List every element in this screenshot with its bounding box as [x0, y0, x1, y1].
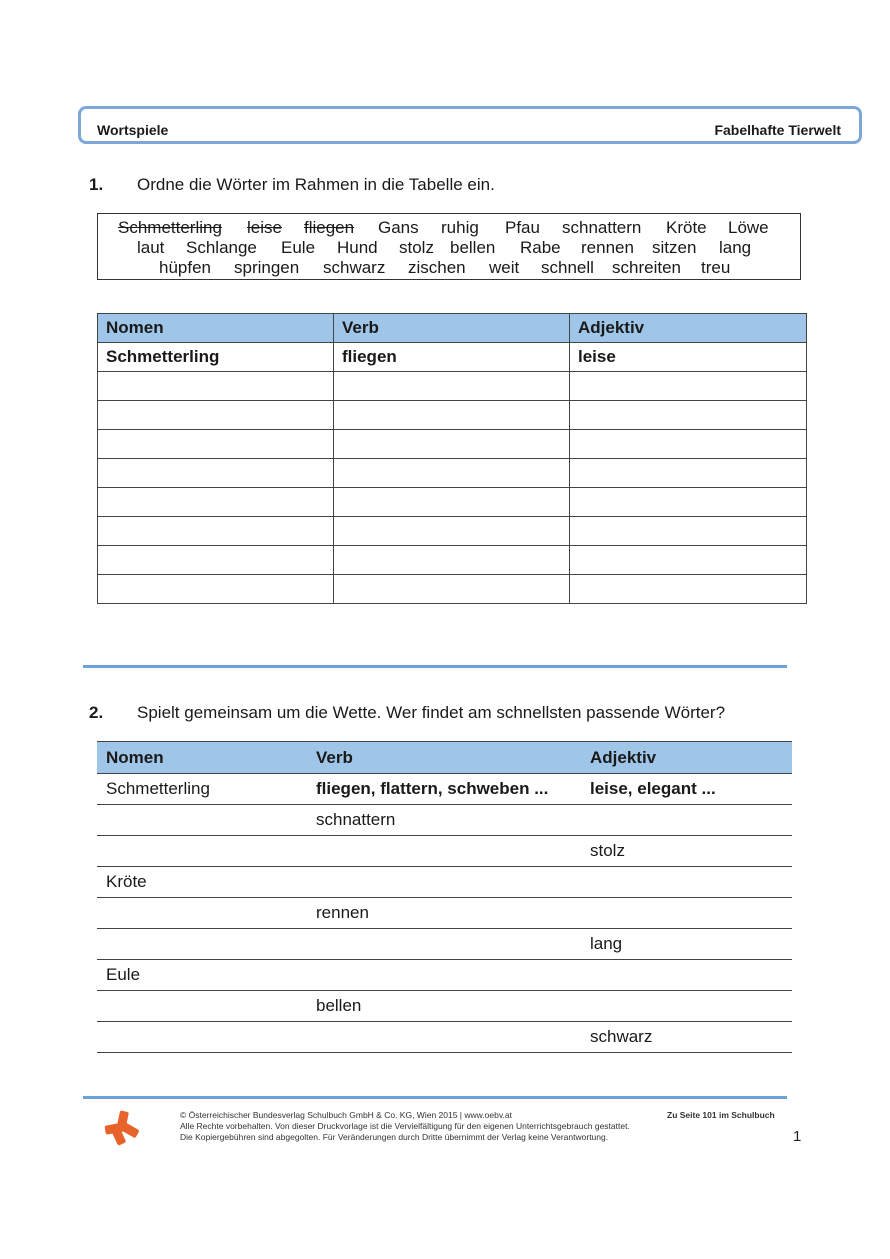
table-cell[interactable]	[581, 898, 792, 929]
table-row	[98, 401, 807, 430]
table-row	[98, 459, 807, 488]
word-row-2	[98, 238, 800, 258]
table-row	[97, 774, 792, 805]
answer-cell[interactable]	[334, 488, 570, 517]
word: laut	[137, 238, 165, 257]
answer-cell[interactable]	[570, 575, 807, 604]
answer-cell[interactable]	[570, 430, 807, 459]
answer-cell[interactable]	[570, 546, 807, 575]
copyright-notice	[180, 1110, 630, 1143]
table-cell: Eule	[97, 960, 307, 991]
section-divider	[83, 665, 787, 668]
column-header-verb: Verb	[307, 742, 581, 774]
word: Gans	[378, 218, 419, 237]
table-cell: fliegen	[334, 343, 570, 372]
table-cell: rennen	[307, 898, 581, 929]
task1-number: 1.	[89, 175, 104, 194]
table-cell: stolz	[581, 836, 792, 867]
word: leise	[247, 218, 282, 237]
word-row-1	[98, 218, 800, 238]
word: zischen	[408, 258, 466, 277]
column-header-nomen: Nomen	[97, 742, 307, 774]
table-cell[interactable]	[581, 867, 792, 898]
table-cell[interactable]	[307, 836, 581, 867]
table-cell[interactable]	[97, 898, 307, 929]
table-header-row	[97, 742, 792, 774]
chapter-title: Fabelhafte Tierwelt	[714, 122, 841, 138]
word: schwarz	[323, 258, 386, 277]
answer-cell[interactable]	[98, 546, 334, 575]
word: Hund	[337, 238, 378, 257]
table-cell: bellen	[307, 991, 581, 1022]
header-box	[78, 106, 862, 144]
table-row	[97, 898, 792, 929]
table-cell[interactable]	[97, 1022, 307, 1053]
table-cell: Schmetterling	[98, 343, 334, 372]
table-cell: Kröte	[97, 867, 307, 898]
answer-cell[interactable]	[334, 401, 570, 430]
word: hüpfen	[159, 258, 211, 277]
word: Schmetterling	[118, 218, 222, 237]
table-row	[98, 546, 807, 575]
word: treu	[701, 258, 731, 277]
table-cell: schwarz	[581, 1022, 792, 1053]
answer-cell[interactable]	[570, 459, 807, 488]
word: lang	[719, 238, 752, 257]
textbook-reference: Zu Seite 101 im Schulbuch	[667, 1110, 775, 1120]
table-row	[98, 372, 807, 401]
table-cell[interactable]	[307, 960, 581, 991]
word: ruhig	[441, 218, 479, 237]
table-cell: lang	[581, 929, 792, 960]
answer-cell[interactable]	[98, 488, 334, 517]
table-cell[interactable]	[307, 929, 581, 960]
table-row	[98, 575, 807, 604]
word: sitzen	[652, 238, 697, 257]
table-cell[interactable]	[97, 836, 307, 867]
answer-cell[interactable]	[334, 575, 570, 604]
table-row	[98, 343, 807, 372]
table-row	[98, 517, 807, 546]
worksheet-title: Wortspiele	[97, 122, 169, 138]
word-game-table	[97, 741, 792, 1053]
answer-cell[interactable]	[334, 430, 570, 459]
table-cell: fliegen, flattern, schweben ...	[307, 774, 581, 805]
word: Eule	[281, 238, 316, 257]
word: Rabe	[520, 238, 561, 257]
table-cell[interactable]	[581, 991, 792, 1022]
table-cell[interactable]	[307, 1022, 581, 1053]
fees-line: Die Kopiergebühren sind abgegolten. Für Veränderungen durch Dritte übernimmt der Verlag keine Verantwortung.	[180, 1132, 609, 1142]
table-row	[97, 867, 792, 898]
word: schnell	[541, 258, 594, 277]
answer-cell[interactable]	[98, 575, 334, 604]
column-header-verb: Verb	[334, 314, 570, 343]
answer-cell[interactable]	[334, 372, 570, 401]
answer-cell[interactable]	[98, 459, 334, 488]
column-header-nomen: Nomen	[98, 314, 334, 343]
column-header-adjektiv: Adjektiv	[581, 742, 792, 774]
answer-cell[interactable]	[334, 459, 570, 488]
word-row-3	[98, 258, 800, 278]
page-number: 1	[793, 1128, 802, 1145]
table-row	[97, 805, 792, 836]
table-cell[interactable]	[581, 960, 792, 991]
answer-cell[interactable]	[570, 488, 807, 517]
task1-instruction: Ordne die Wörter im Rahmen in die Tabelle ein.	[137, 175, 495, 194]
word: fliegen	[304, 218, 355, 237]
table-row	[97, 991, 792, 1022]
table-cell[interactable]	[307, 867, 581, 898]
table-cell: schnattern	[307, 805, 581, 836]
answer-cell[interactable]	[334, 517, 570, 546]
table-cell[interactable]	[97, 929, 307, 960]
word: bellen	[450, 238, 496, 257]
word: stolz	[399, 238, 434, 257]
task2-instruction: Spielt gemeinsam um die Wette. Wer findet am schnellsten passende Wörter?	[137, 703, 726, 722]
answer-cell[interactable]	[98, 430, 334, 459]
table-cell[interactable]	[97, 805, 307, 836]
copyright-line: © Österreichischer Bundesverlag Schulbuch GmbH & Co. KG, Wien 2015 | www.oebv.at	[180, 1110, 512, 1120]
answer-cell[interactable]	[570, 401, 807, 430]
word: springen	[234, 258, 300, 277]
word: schreiten	[612, 258, 681, 277]
answer-cell[interactable]	[98, 517, 334, 546]
word: Löwe	[728, 218, 769, 237]
answer-cell[interactable]	[334, 546, 570, 575]
answer-cell[interactable]	[570, 517, 807, 546]
table-row	[97, 1022, 792, 1053]
table-cell: leise, elegant ...	[581, 774, 792, 805]
table-cell[interactable]	[97, 991, 307, 1022]
word: Schlange	[186, 238, 257, 257]
table-row	[97, 929, 792, 960]
word: schnattern	[562, 218, 642, 237]
word: weit	[489, 258, 520, 277]
word: rennen	[581, 238, 634, 257]
rights-line: Alle Rechte vorbehalten. Von dieser Druckvorlage ist die Vervielfältigung für den eigenen Unterrichtsgebrauch gestattet.	[180, 1121, 630, 1131]
table-cell: Schmetterling	[97, 774, 307, 805]
table-row	[98, 488, 807, 517]
column-header-adjektiv: Adjektiv	[570, 314, 807, 343]
table-row	[98, 430, 807, 459]
word: Kröte	[666, 218, 707, 237]
table-header-row	[98, 314, 807, 343]
table-row	[97, 836, 792, 867]
answer-cell[interactable]	[570, 372, 807, 401]
answer-cell[interactable]	[98, 401, 334, 430]
word-box	[97, 213, 801, 280]
table-row	[97, 960, 792, 991]
task2-number: 2.	[89, 703, 104, 722]
footer-divider	[83, 1096, 787, 1099]
sorting-table	[97, 313, 807, 604]
publisher-logo-icon	[104, 1110, 140, 1146]
table-cell[interactable]	[581, 805, 792, 836]
table-cell: leise	[570, 343, 807, 372]
word: Pfau	[505, 218, 540, 237]
answer-cell[interactable]	[98, 372, 334, 401]
